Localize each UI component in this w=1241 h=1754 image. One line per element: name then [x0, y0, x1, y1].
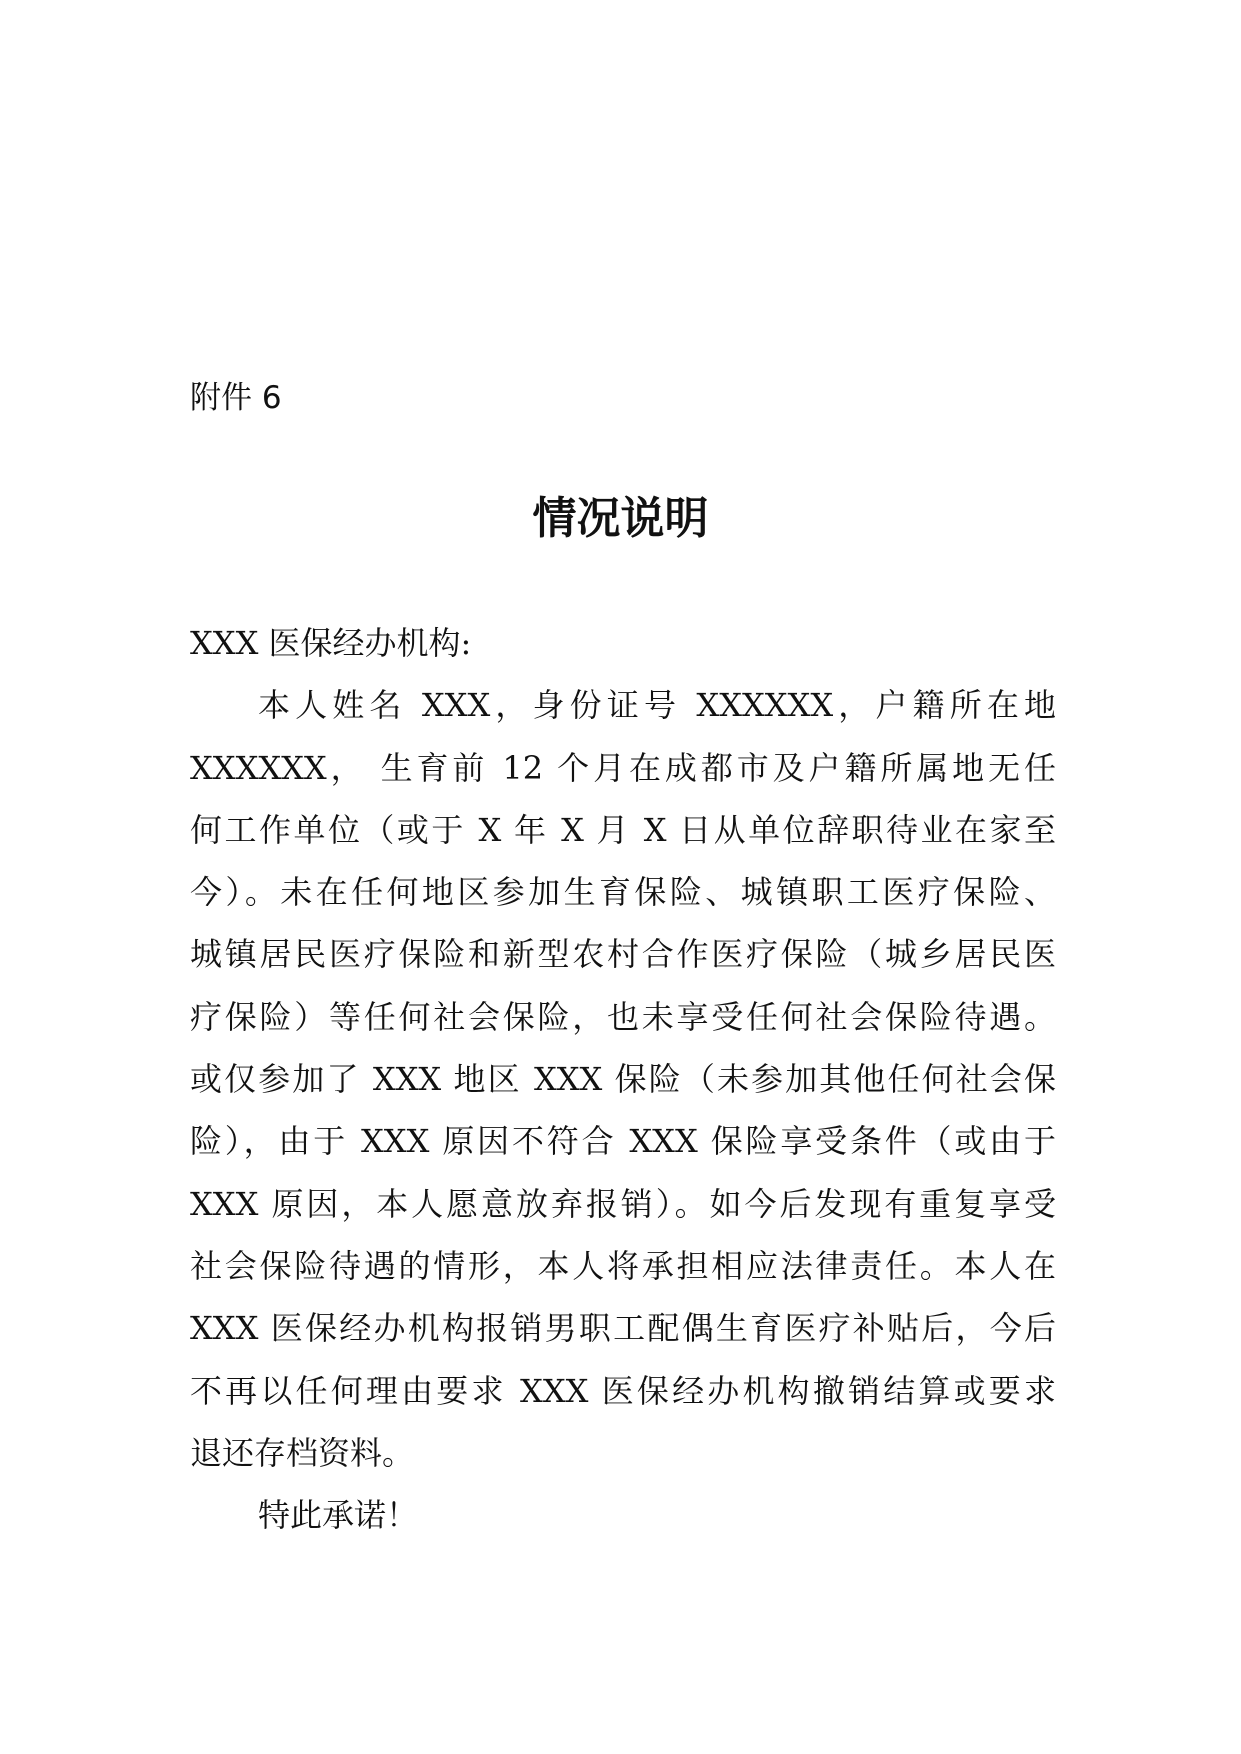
- closing-statement: 特此承诺！: [258, 1496, 419, 1535]
- document-title: 情况说明: [532, 493, 709, 544]
- paragraph-line: 险），由于 XXX 原因不符合 XXX 保险享受条件（或由于: [190, 1122, 1056, 1161]
- paragraph-line: 何工作单位（或于 X 年 X 月 X 日从单位辞职待业在家至: [190, 810, 1056, 849]
- paragraph-line: XXXXXX， 生育前 12 个月在成都市及户籍所属地无任: [190, 748, 1056, 787]
- paragraph-line: 或仅参加了 XXX 地区 XXX 保险（未参加其他任何社会保: [190, 1060, 1056, 1099]
- paragraph-line: 社会保险待遇的情形，本人将承担相应法律责任。本人在: [190, 1246, 1056, 1285]
- paragraph-line: 本人姓名 XXX，身份证号 XXXXXX，户籍所在地: [258, 686, 1056, 725]
- paragraph-line: 退还存档资料。: [190, 1433, 415, 1472]
- attachment-label: 附件 6: [190, 380, 282, 416]
- document-body: [190, 612, 1056, 1546]
- paragraph-line: 城镇居民医疗保险和新型农村合作医疗保险（城乡居民医: [190, 935, 1056, 974]
- paragraph-line: 疗保险）等任何社会保险，也未享受任何社会保险待遇。: [190, 997, 1056, 1036]
- paragraph-line: XXX 医保经办机构报销男职工配偶生育医疗补贴后，今后: [190, 1309, 1056, 1348]
- paragraph-line: 不再以任何理由要求 XXX 医保经办机构撤销结算或要求: [190, 1371, 1056, 1410]
- paragraph-line: XXX 原因，本人愿意放弃报销）。如今后发现有重复享受: [190, 1184, 1056, 1223]
- salutation: XXX 医保经办机构:: [190, 624, 472, 662]
- paragraph-line: 今）。未在任何地区参加生育保险、城镇职工医疗保险、: [190, 873, 1056, 912]
